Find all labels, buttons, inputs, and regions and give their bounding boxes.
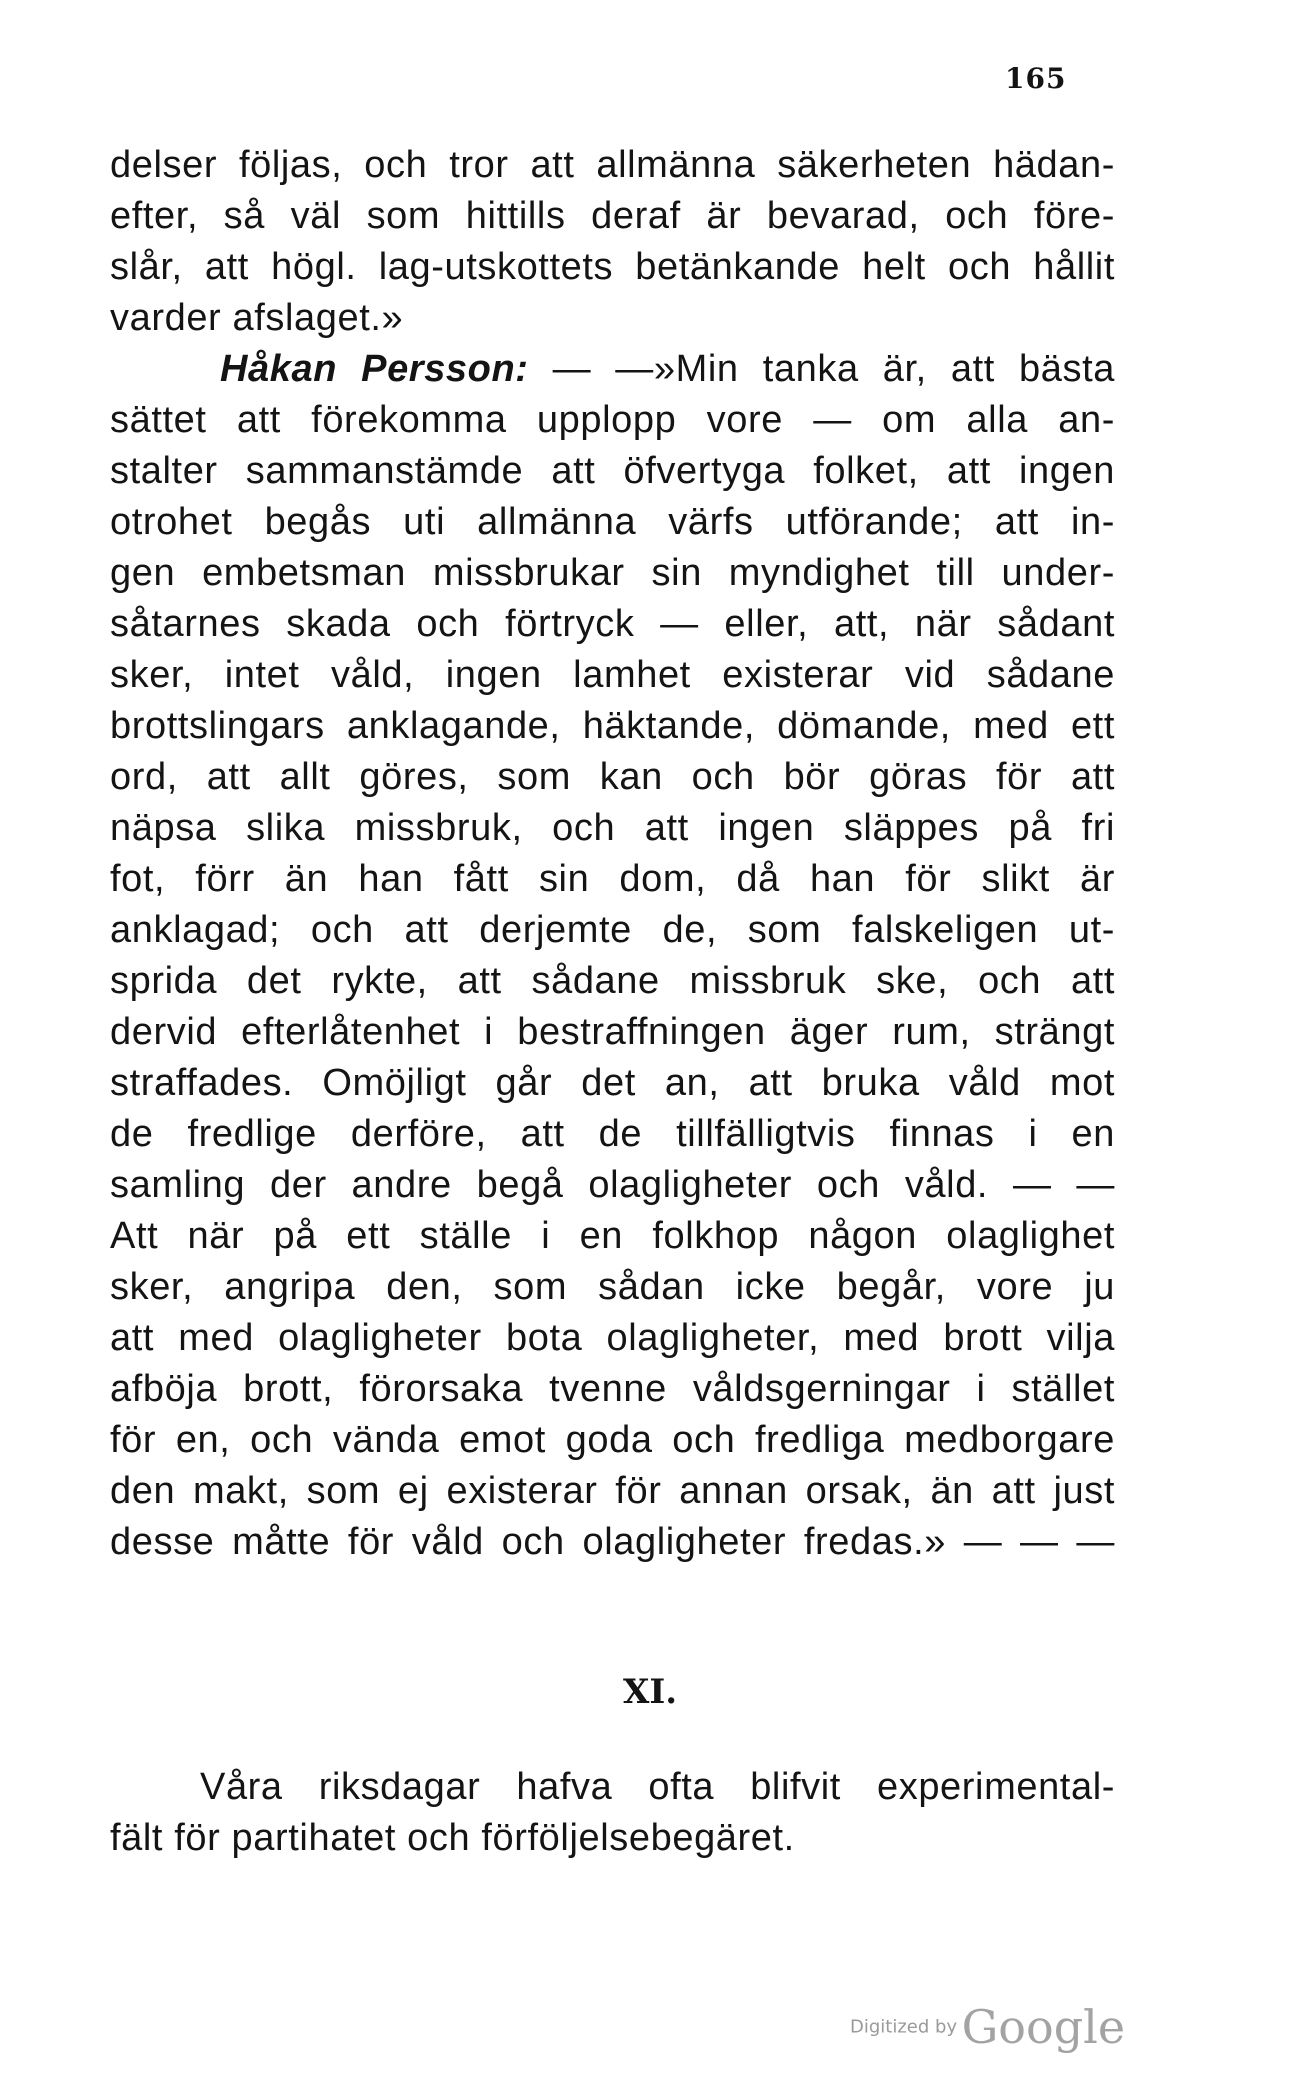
section-line: Våra riksdagar hafva ofta blifvit experimental- bbox=[200, 1766, 1115, 1808]
speaker-quote: — —»Min tanka är, att bästa bbox=[552, 348, 1115, 390]
text-line: stalter sammanstämde att öfvertyga folket, att ingen bbox=[110, 450, 1115, 492]
speaker-name: Håkan Persson: bbox=[220, 348, 529, 390]
text-line: desse måtte för våld och olagligheter fredas.» — — — bbox=[110, 1521, 1115, 1563]
text-line: sprida det rykte, att sådane missbruk ske, och att bbox=[110, 960, 1115, 1002]
text-line: de fredlige derföre, att de tillfälligtvis finnas i en bbox=[110, 1113, 1115, 1155]
text-line: för en, och vända emot goda och fredliga medborgare bbox=[110, 1419, 1115, 1461]
text-line: Att när på ett ställe i en folkhop någon olaglighet bbox=[110, 1215, 1115, 1257]
digitized-label: Digitized by bbox=[850, 2016, 958, 2038]
text-line: gen embetsman missbrukar sin myndighet till under- bbox=[110, 552, 1115, 594]
text-line: varder afslaget.» bbox=[110, 297, 404, 339]
text-line: delser följas, och tror att allmänna säkerheten hädan- bbox=[110, 144, 1115, 186]
text-line: såtarnes skada och förtryck — eller, att, när sådant bbox=[110, 603, 1115, 645]
text-line: brottslingars anklagande, häktande, dömande, med ett bbox=[110, 705, 1115, 747]
text-line: fot, förr än han fått sin dom, då han för slikt är bbox=[110, 858, 1115, 900]
section-heading: XI. bbox=[622, 1672, 678, 1712]
text-line: sker, angripa den, som sådan icke begår, vore ju bbox=[110, 1266, 1115, 1308]
main-text bbox=[110, 140, 1115, 1568]
speaker-line bbox=[110, 344, 1115, 395]
text-line: sker, intet våld, ingen lamhet existerar vid sådane bbox=[110, 654, 1115, 696]
text-line: att med olagligheter bota olagligheter, med brott vilja bbox=[110, 1317, 1115, 1359]
text-line: samling der andre begå olagligheter och våld. — — bbox=[110, 1164, 1115, 1206]
text-line: näpsa slika missbruk, och att ingen släppes på fri bbox=[110, 807, 1115, 849]
text-line: otrohet begås uti allmänna värfs utförande; att in- bbox=[110, 501, 1115, 543]
google-logo: Google bbox=[961, 2000, 1126, 2054]
text-line: slår, att högl. lag-utskottets betänkande helt och hållit bbox=[110, 246, 1115, 288]
text-line: ord, att allt göres, som kan och bör göras för att bbox=[110, 756, 1115, 798]
text-line: sättet att förekomma upplopp vore — om alla an- bbox=[110, 399, 1115, 441]
text-line: efter, så väl som hittills deraf är bevarad, och före- bbox=[110, 195, 1115, 237]
section-text bbox=[110, 1762, 1115, 1864]
text-line: dervid efterlåtenhet i bestraffningen äger rum, strängt bbox=[110, 1011, 1115, 1053]
digitized-watermark bbox=[850, 2000, 1125, 2054]
page-number: 165 bbox=[1005, 62, 1067, 95]
text-line: straffades. Omöjligt går det an, att bruka våld mot bbox=[110, 1062, 1115, 1104]
section-line: fält för partihatet och förföljelsebegäret. bbox=[110, 1817, 795, 1859]
text-line: afböja brott, förorsaka tvenne våldsgerningar i stället bbox=[110, 1368, 1115, 1410]
text-line: den makt, som ej existerar för annan orsak, än att just bbox=[110, 1470, 1115, 1512]
text-line: anklagad; och att derjemte de, som falskeligen ut- bbox=[110, 909, 1115, 951]
